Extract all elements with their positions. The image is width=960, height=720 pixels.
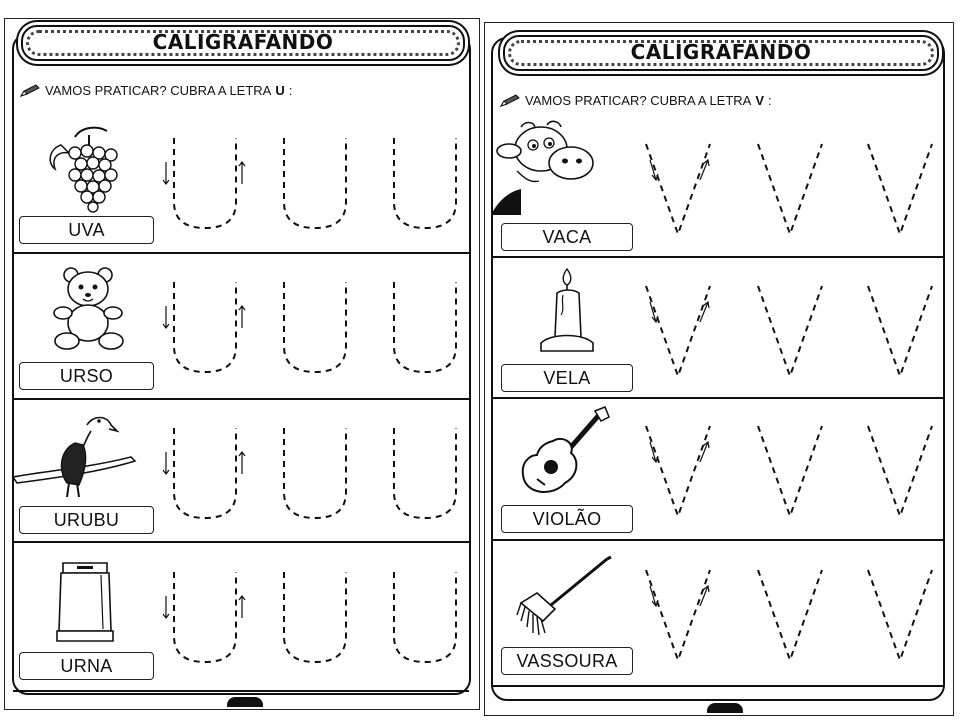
vulture-icon: [13, 407, 137, 499]
word-label-box: [19, 506, 154, 534]
word-label: VIOLÃO: [532, 508, 602, 529]
word-label: UVA: [68, 219, 105, 240]
word-label: VACA: [542, 226, 592, 247]
word-label-box: [19, 652, 154, 680]
candle-icon: [537, 267, 597, 355]
row-divider: [13, 252, 469, 254]
cow-icon: [491, 119, 597, 217]
row-divider: [13, 690, 469, 692]
teddy-bear-icon: [49, 265, 129, 351]
instruction-colon: :: [288, 83, 293, 98]
page-number-tab: [707, 703, 743, 713]
page-title: CALIGRAFANDO: [630, 40, 812, 64]
broom-icon: [515, 555, 613, 641]
instruction: [19, 83, 292, 98]
row-divider: [13, 541, 469, 543]
worksheet-page-u: [4, 18, 480, 710]
worksheet-page-v: [484, 22, 954, 716]
word-label: URNA: [60, 655, 113, 676]
pencil-icon: [19, 84, 41, 98]
instruction-letter: U: [275, 83, 285, 98]
word-label-box: [501, 364, 633, 392]
word-label-box: [19, 362, 154, 390]
row-divider: [491, 539, 943, 541]
word-label-box: [501, 223, 633, 251]
instruction-colon: :: [768, 93, 772, 108]
word-label-box: [501, 505, 633, 533]
word-label-box: [19, 216, 154, 244]
row-divider: [13, 398, 469, 400]
word-label-box: [501, 647, 633, 675]
ballot-box-icon: [53, 555, 117, 645]
instruction-letter: V: [755, 93, 765, 108]
word-label: VELA: [543, 367, 591, 388]
instruction-text: VAMOS PRATICAR? CUBRA A LETRA: [45, 83, 272, 98]
row-divider: [491, 397, 943, 399]
page-title: CALIGRAFANDO: [152, 30, 334, 54]
page-number-tab: [227, 697, 263, 707]
title-banner: [21, 25, 465, 61]
grapes-icon: [41, 123, 133, 215]
instruction-text: VAMOS PRATICAR? CUBRA A LETRA: [525, 93, 752, 108]
word-label: URUBU: [53, 509, 120, 530]
pencil-icon: [499, 94, 521, 108]
instruction: [499, 93, 772, 108]
title-banner: [503, 35, 939, 71]
word-label: VASSOURA: [516, 650, 618, 671]
row-divider: [491, 256, 943, 258]
row-divider: [491, 685, 943, 687]
guitar-icon: [519, 405, 611, 503]
word-label: URSO: [59, 365, 114, 386]
